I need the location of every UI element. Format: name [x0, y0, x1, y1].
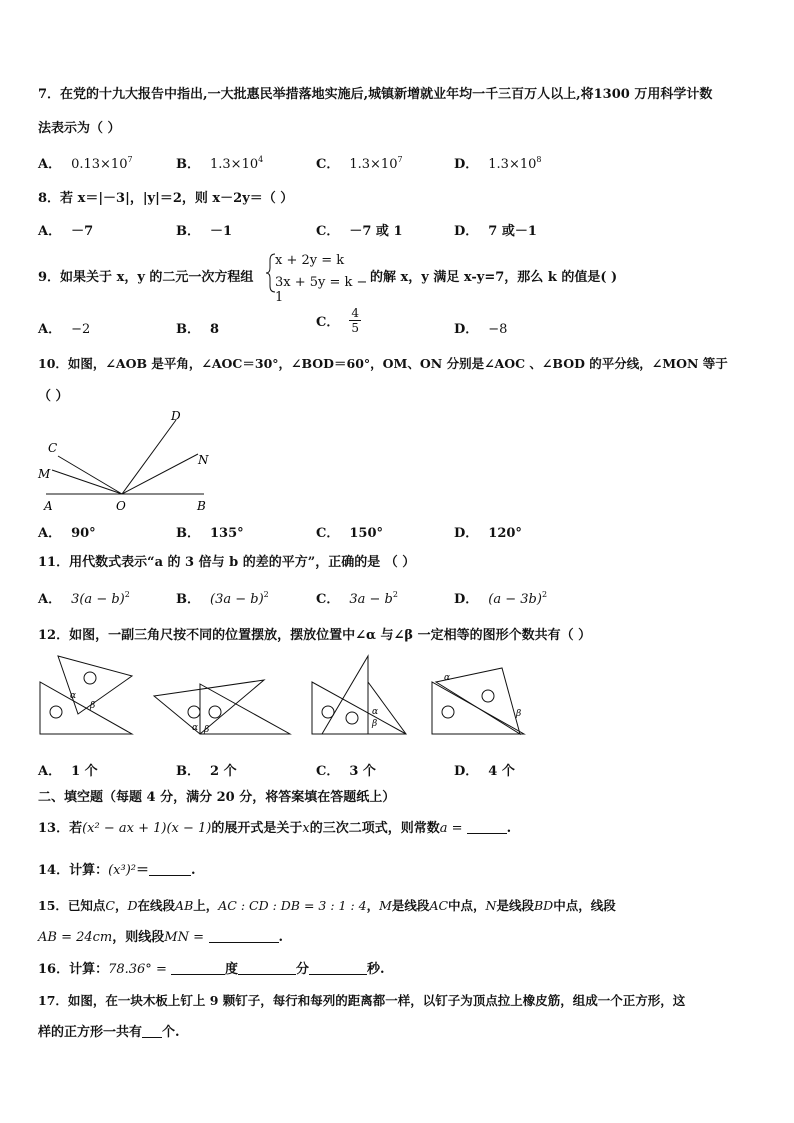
q7-stem-line2: 法表示为（ ） — [38, 121, 121, 136]
q15-line1: 15．已知点C，D在线段AB上，AC : CD : DB = 3 : 1 : 4，M是线段AC中点，N是线段BD中点，线段 — [38, 898, 616, 913]
q7-option-a: A． $0.13\times 10^7$ — [38, 155, 133, 172]
q12-figure-3 — [310, 652, 410, 742]
label-m: M — [38, 467, 51, 481]
q7-option-b: B． $1.3\times 10^4$ — [176, 155, 264, 172]
label-d: D — [171, 409, 181, 423]
q16-blank-minute — [238, 962, 296, 975]
q9-option-d: D． −8 — [454, 322, 508, 337]
q12-option-a: A． 1 个 — [38, 764, 98, 779]
label-c: C — [48, 441, 58, 455]
svg-text:β: β — [372, 719, 378, 729]
q9-prefix: 9．如果关于 x，y 的二元一次方程组 — [38, 270, 254, 285]
q11-option-a: A． $3(a - b)^2$ — [38, 590, 130, 607]
q16-blank-second — [309, 962, 367, 975]
q9-option-c: C． $\frac{4}{5}$ — [316, 306, 359, 335]
q12-option-d: D． 4 个 — [454, 764, 515, 779]
q10-option-c: C． 150° — [316, 526, 383, 541]
q10-angle-figure — [34, 408, 224, 518]
q9-option-b: B． 8 — [176, 322, 220, 337]
svg-text:β: β — [516, 709, 522, 719]
q10-option-d: D． 120° — [454, 526, 522, 541]
q9-equation-2: 3x + 5y = k − 1 — [275, 275, 368, 305]
q10-stem-line1: 10．如图，∠AOB 是平角，∠AOC＝30°，∠BOD＝60°，OM、ON 分别是∠AOC 、∠BOD 的平分线，∠MON 等于 — [38, 356, 728, 371]
svg-text:α: α — [444, 673, 451, 683]
q8-option-d: D． 7 或－1 — [454, 224, 537, 239]
q7-stem-line1: 7．在党的十九大报告中指出,一大批惠民举措落地实施后,城镇新增就业年均一千三百万人以上,将1300 万用科学计数 — [38, 87, 713, 102]
q11-stem: 11．用代数式表示“a 的 3 倍与 b 的差的平方”，正确的是 （ ） — [38, 555, 416, 570]
q11-option-b: B． $(3a - b)^2$ — [176, 590, 269, 607]
q16-blank-degree — [171, 962, 225, 975]
svg-text:β: β — [90, 701, 96, 711]
q17-line1: 17．如图，在一块木板上钉上 9 颗钉子，每行和每列的距离都一样，以钉子为顶点拉上橡皮筋，组成一个正方形，这 — [38, 993, 686, 1008]
svg-text:α: α — [372, 707, 379, 717]
label-o: O — [116, 499, 126, 513]
q9-suffix: 的解 x，y 满足 x-y=7，那么 k 的值是( ) — [370, 270, 618, 285]
section-heading: 二、填空题（每题 4 分，满分 20 分，将答案填在答题纸上） — [38, 790, 396, 805]
q10-option-a: A． 90° — [38, 526, 96, 541]
q14-answer-blank — [149, 863, 191, 876]
q12-figure-4 — [430, 652, 530, 742]
svg-text:α: α — [192, 723, 199, 733]
label-a: A — [44, 499, 53, 513]
q11-option-c: C． $3a - b^2$ — [316, 590, 398, 607]
q9-option-a: A． −2 — [38, 322, 91, 337]
q7-option-c: C． $1.3\times 10^7$ — [316, 155, 403, 172]
q9-equation-system — [265, 252, 369, 305]
label-n: N — [198, 453, 209, 467]
q12-stem: 12．如图，一副三角尺按不同的位置摆放，摆放位置中∠α 与∠β 一定相等的图形个数共有（ ） — [38, 628, 592, 643]
q13-answer-blank — [467, 821, 507, 834]
q10-stem-line2: （ ） — [38, 389, 69, 404]
q14-line: 14．计算：(x³)²＝ . — [38, 863, 196, 878]
q9-equation-1: x + 2y = k — [275, 253, 345, 268]
q16-line: 16．计算：78.36° = 度 分 秒. — [38, 962, 385, 977]
q17-answer-blank — [142, 1025, 162, 1038]
q12-figure-2 — [152, 652, 294, 742]
svg-text:α: α — [70, 691, 77, 701]
q8-option-b: B． －1 — [176, 224, 233, 239]
q8-option-a: A． －7 — [38, 224, 94, 239]
q12-option-c: C． 3 个 — [316, 764, 376, 779]
q12-option-b: B． 2 个 — [176, 764, 237, 779]
q10-option-b: B． 135° — [176, 526, 244, 541]
q15-line2: AB = 24cm，则线段MN = . — [38, 930, 284, 945]
q15-answer-blank — [209, 930, 279, 943]
q12-figure-1 — [38, 652, 138, 742]
q17-line2: 样的正方形一共有 个. — [38, 1025, 180, 1040]
q8-option-c: C． －7 或 1 — [316, 224, 403, 239]
svg-text:β: β — [204, 725, 210, 735]
q8-stem: 8．若 x＝|－3|，|y|＝2，则 x－2y＝（ ） — [38, 191, 294, 206]
q13-line: 13．若(x² − ax + 1)(x − 1)的展开式是关于x的三次二项式，则常数a = . — [38, 821, 512, 836]
label-b: B — [197, 499, 206, 513]
q11-option-d: D． $(a - 3b)^2$ — [454, 590, 548, 607]
q7-option-d: D． $1.3\times 10^8$ — [454, 155, 542, 172]
